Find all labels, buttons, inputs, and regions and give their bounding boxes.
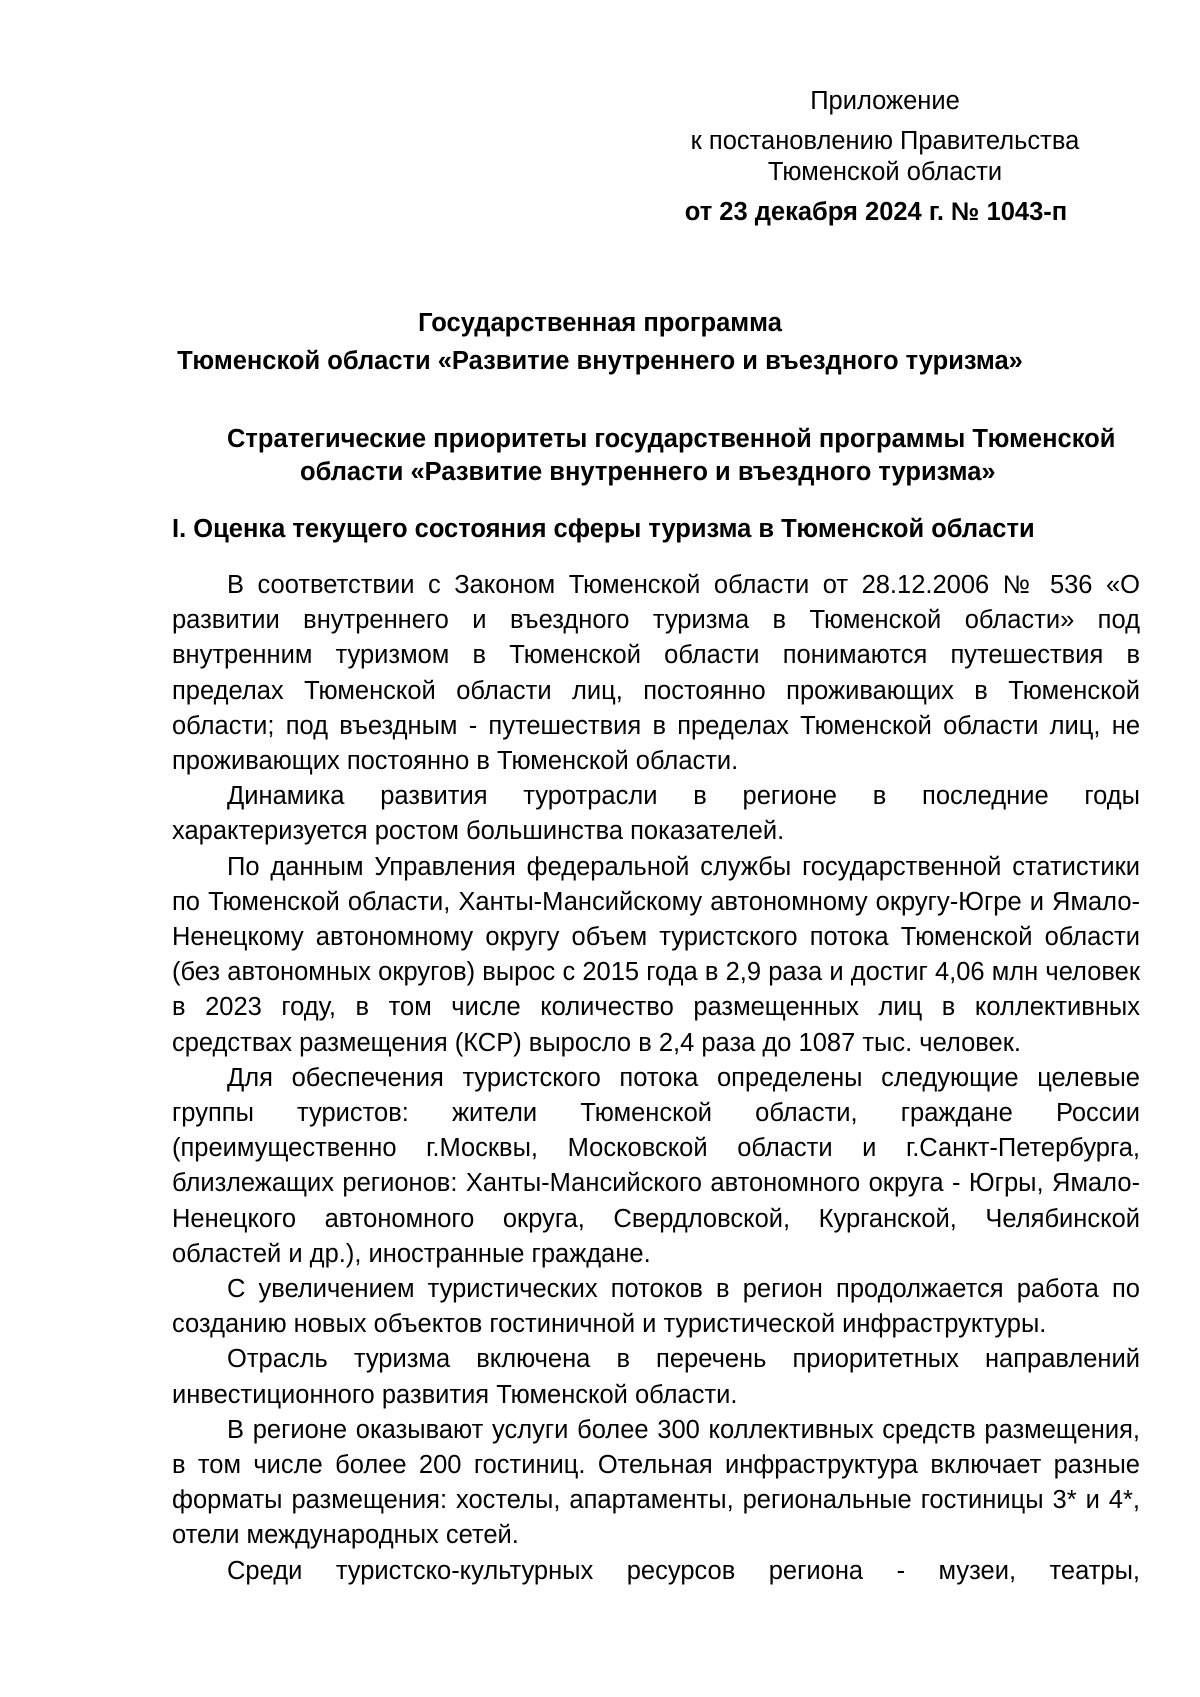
paragraph-law-definition: В соответствии с Законом Тюменской области от 28.12.2006 № 536 «О развитии внутреннего и въездного туризма в Тюменской области» под внутренним туризмом в Тюменской области понимаются путешествия в пределах Тюменской области лиц, постоянно проживающих в Тюменской области; под въездным - путешествия в пределах Тюменской области лиц, не проживающих постоянно в Тюменской области.	[172, 571, 1140, 776]
paragraph-accommodation: В регионе оказывают услуги более 300 коллективных средств размещения, в том числе более 200 гостиниц. Отельная инфраструктура включает разные форматы размещения: хостелы, апартаменты, региональные гостиницы 3* и 4*, отели международных сетей.	[172, 1415, 1140, 1550]
appendix-region: Тюменской области	[767, 158, 1003, 186]
paragraph-statistics: По данным Управления федеральной службы государственной статистики по Тюменской области, Ханты-Мансийскому автономному округу-Югре и Ямало-Ненецкому автономному округу объем туристского потока Тюменской области (без автономных округов) вырос с 2015 года в 2,9 раза и достиг 4,06 млн человек в 2023 году, в том числе количество размещенных лиц в коллективных средствах размещения (КСР) выросло в 2,4 раза до 1087 тыс. человек.	[172, 852, 1140, 1057]
paragraph-investment: Отрасль туризма включена в перечень приоритетных направлений инвестиционного развития Тюменской области.	[172, 1345, 1140, 1409]
paragraph-cultural-resources: Среди туристско-культурных ресурсов региона - музеи, театры,	[227, 1556, 1140, 1585]
program-title	[140, 306, 1060, 378]
paragraph-infrastructure: С увеличением туристических потоков в регион продолжается работа по созданию новых объектов гостиничной и туристической инфраструктуры.	[172, 1275, 1140, 1339]
appendix-block	[660, 86, 1110, 228]
program-title-line1: Государственная программа	[418, 309, 782, 337]
priorities-title-line1: Стратегические приоритеты государственной программы Тюменской	[227, 425, 1116, 453]
priorities-title	[200, 423, 1130, 489]
body-text	[172, 568, 1140, 1589]
priorities-title-line2: области «Развитие внутреннего и въездного туризма»	[300, 458, 996, 486]
paragraph-target-groups: Для обеспечения туристского потока определены следующие целевые группы туристов: жители Тюменской области, граждане России (преимущественно г.Москвы, Московской области и г.Санкт-Петербурга, близлежащих регионов: Ханты-Мансийского автономного округа - Югры, Ямало-Ненецкого автономного округа, Свердловской, Курганской, Челябинской областей и др.), иностранные граждане.	[172, 1063, 1140, 1268]
section-heading: I. Оценка текущего состояния сферы туризма в Тюменской области	[172, 515, 1035, 543]
program-title-line2: Тюменской области «Развитие внутреннего и въездного туризма»	[177, 347, 1023, 375]
appendix-label: Приложение	[810, 87, 960, 115]
appendix-date-number: от 23 декабря 2024 г. № 1043-п	[684, 198, 1068, 226]
appendix-resolution: к постановлению Правительства	[690, 127, 1080, 155]
paragraph-dynamics: Динамика развития туротрасли в регионе в последние годы характеризуется ростом большинства показателей.	[172, 782, 1140, 846]
